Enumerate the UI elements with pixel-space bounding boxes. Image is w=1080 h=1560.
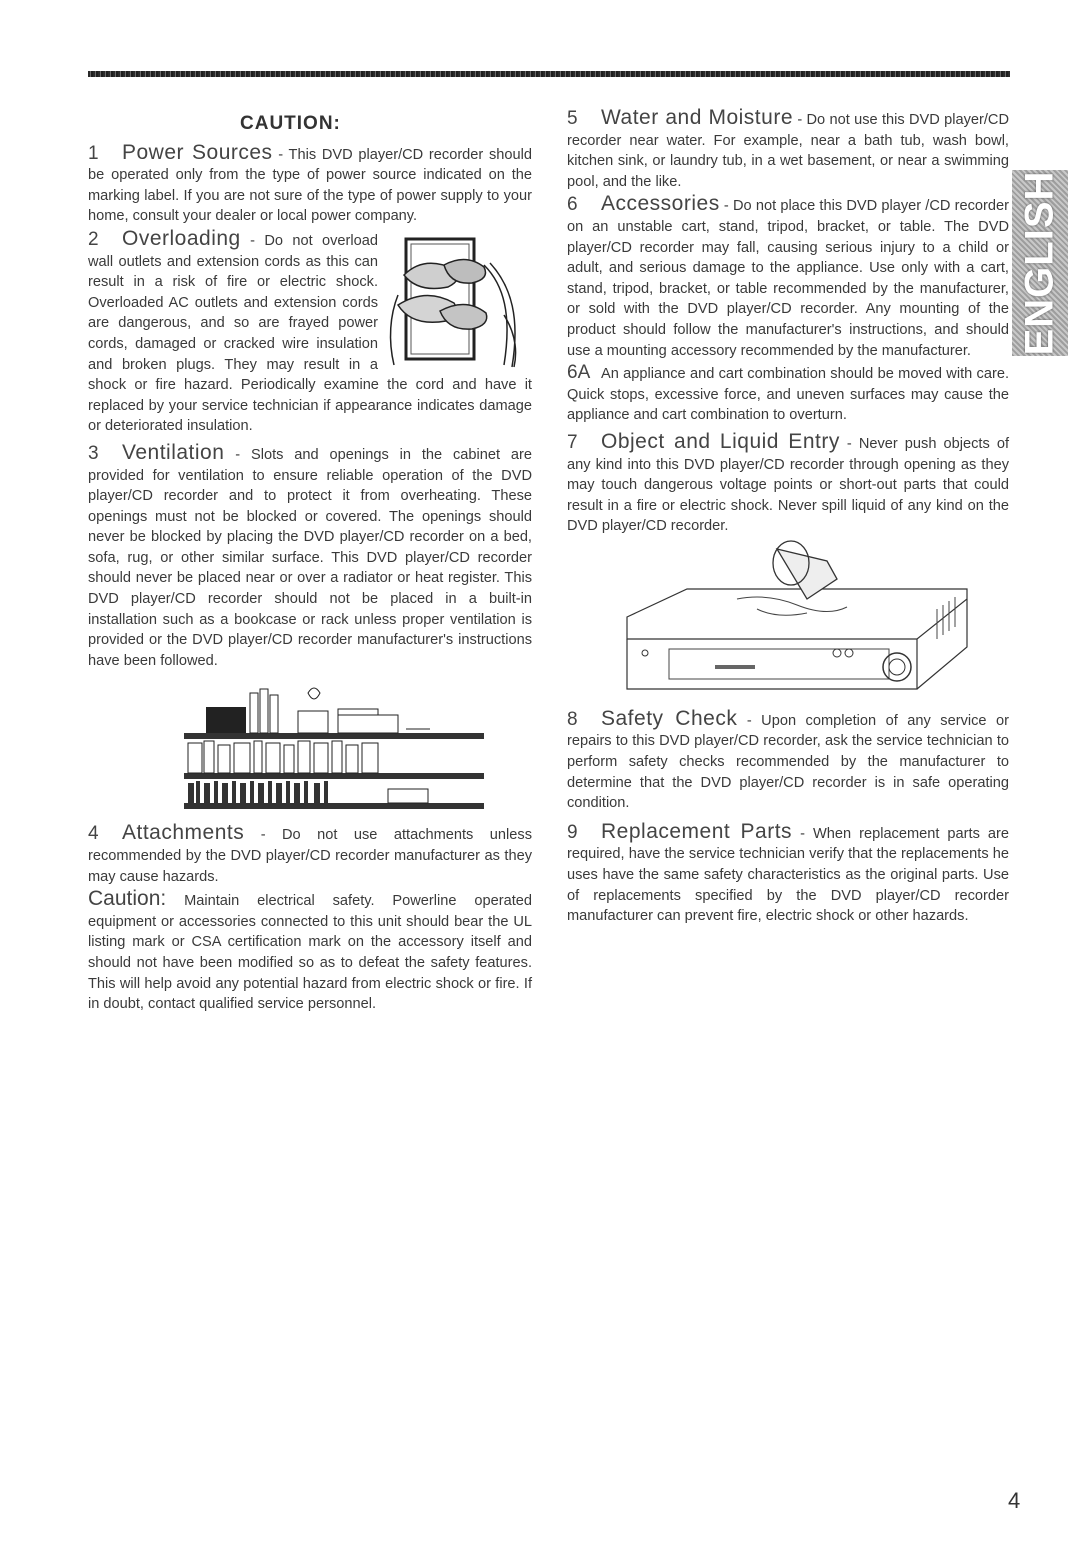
section-ventilation: [88, 440, 532, 672]
section-text: - Do not overload wall outlets and extension cords as this can result in a risk of fire or electric shock. Overloaded AC outlets and extension cords are dangerous, and so are frayed power cords, damaged or cracked wire insulation and broken plugs. They may result in a shock or fire hazard. Periodically examine the cord and have it replaced by your service technician if appearance indicates damage or deteriorated insulation.: [88, 232, 532, 435]
section-overloading: [88, 226, 532, 437]
section-text: - Upon completion of any service or repairs to this DVD player/CD recorder, ask the service technician to perform safety checks recommended by the manufacturer to determine that the DVD player/CD recorder is in safe operating condition.: [567, 712, 1009, 812]
section-text: - Do not use attachments unless recommended by the DVD player/CD recorder manufacturer as they may cause hazards.: [88, 827, 532, 885]
section-title: Safety Check: [601, 706, 738, 730]
right-column: [567, 108, 1009, 929]
section-title: Ventilation: [122, 440, 225, 464]
section-title: Overloading: [122, 226, 241, 250]
section-number: 3: [88, 442, 99, 464]
section-6a: [567, 363, 1009, 426]
section-text: Maintain electrical safety. Powerline operated equipment or accessories connected to this unit should bear the UL listing mark or CSA certification mark on the accessory itself and should not have been modified so as to defeat the safety features. This will help avoid any potential hazard from electric shock or fire. If in doubt, contact qualified service personnel.: [88, 893, 532, 1013]
section-number: 6: [567, 194, 578, 216]
section-title: Attachments: [122, 821, 245, 845]
section-safety-check: [567, 706, 1009, 814]
section-number: 2: [88, 228, 99, 250]
section-text: - When replacement parts are required, have the service technician verify that the replacements he uses have the same safety characteristics as the original parts. Use of replacements specified by the DVD player/CD recorder manufacturer can prevent fire, electric shock or other hazards.: [567, 825, 1009, 925]
language-tab-label: ENGLISH: [1017, 170, 1062, 356]
section-number: 5: [567, 108, 578, 129]
section-title: Caution:: [88, 887, 167, 911]
section-caution: [88, 889, 532, 1015]
dvd-recorder-spill-illustration: [567, 539, 1009, 709]
section-text: - Do not use this DVD player/CD recorder near water. For example, near a bath tub, wash bowl, kitchen sink, or laundry tub, in a wet basement, or near a swimming pool, and the like.: [567, 112, 1009, 190]
section-title: Replacement Parts: [601, 819, 793, 843]
section-text: - Never push objects of any kind into this DVD player/CD recorder through opening as they may touch dangerous voltage points or short-out parts that could result in a fire or electric shock. Never spill liquid of any kind on the DVD player/CD recorder.: [567, 435, 1009, 535]
section-water-moisture: [567, 108, 1009, 192]
section-title: Water and Moisture: [601, 106, 793, 129]
section-title: Accessories: [601, 192, 720, 216]
section-number: 6A: [567, 362, 591, 384]
section-number: 8: [567, 708, 578, 730]
bookshelf-illustration: [88, 673, 532, 823]
section-number: 9: [567, 821, 578, 843]
overloaded-outlet-illustration: [384, 235, 532, 369]
section-number: 4: [88, 823, 99, 845]
section-power-sources: [88, 140, 532, 227]
section-number: 7: [567, 431, 578, 453]
section-replacement-parts: [567, 819, 1009, 927]
section-title: Object and Liquid Entry: [601, 429, 840, 453]
section-text: - Slots and openings in the cabinet are provided for ventilation to ensure reliable operation of the DVD player/CD recorder and to protect it from overheating. These openings must not be blocked or covered. The openings should never be blocked by placing the DVD player/CD recorder on a bed, sofa, rug, or other similar surface. This DVD player/CD recorder should never be placed near or over a radiator or heat register. This DVD player/CD recorder should not be placed in a built-in installation such as a bookcase or rack unless proper ventilation is provided or the DVD player/CD recorder manufacturer's instructions have been followed.: [88, 446, 532, 669]
left-column: [88, 108, 532, 1017]
top-rule: [88, 71, 1010, 77]
caution-heading: CAUTION:: [240, 113, 341, 134]
section-text: An appliance and cart combination should be moved with care. Quick stops, excessive force, and uneven surfaces may cause the appliance and cart combination to overturn.: [567, 366, 1009, 424]
section-text: - Do not place this DVD player /CD recorder on an unstable cart, stand, tripod, bracket, or table. The DVD player/CD recorder may fall, causing serious injury to a child or adult, and serious damage to the appliance. Use only with a cart, stand, tripod, bracket, or table recommended by the manufacturer, or sold with the DVD player/CD recorder. Any mounting of the product should follow the manufacturer's instructions, and should use a mounting accessory recommended by the manufacturer.: [567, 198, 1009, 359]
page-number: 4: [1008, 1488, 1021, 1513]
section-object-liquid: [567, 429, 1009, 537]
section-accessories: [567, 194, 1009, 361]
section-attachments: [88, 823, 532, 887]
section-text: - This DVD player/CD recorder should be operated only from the type of power source indicated on the marking label. If you are not sure of the type of power supply to your home, consult your dealer or local power company.: [88, 146, 532, 225]
section-number: 1: [88, 142, 99, 164]
language-tab: [1012, 170, 1068, 356]
section-title: Power Sources: [122, 140, 273, 164]
